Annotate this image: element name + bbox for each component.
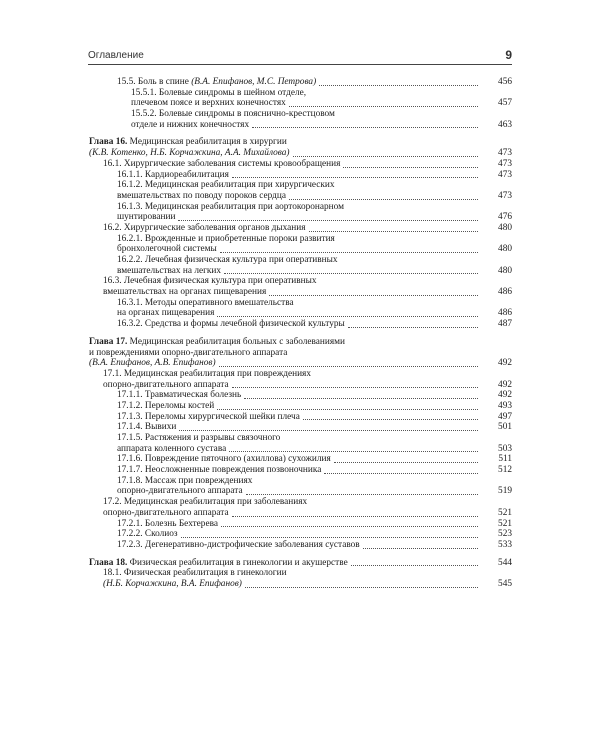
toc-entry	[88, 276, 512, 287]
toc-entry-text	[117, 476, 252, 486]
toc-entry	[88, 486, 512, 497]
entry-title: 16.1. Хирургические заболевания системы кровообращения	[103, 158, 341, 169]
toc-entry	[88, 308, 512, 319]
entry-title: аппарата коленного сустава	[117, 443, 227, 454]
dot-leader	[252, 127, 478, 128]
toc-page-number: 486	[498, 308, 512, 319]
toc-entry-text	[131, 98, 286, 108]
toc-page-number: 497	[498, 411, 512, 422]
dot-leader	[303, 419, 478, 420]
entry-title: 17.1.7. Неосложненные повреждения позвоночника	[117, 465, 322, 476]
toc-entry	[88, 444, 512, 455]
toc-entry-text	[117, 390, 241, 400]
toc-entry-text	[89, 348, 287, 358]
entry-title: Медицинская реабилитация больных с заболеваниями	[127, 336, 345, 347]
dot-leader	[309, 231, 478, 232]
dot-leader	[232, 516, 478, 517]
toc-entry-text	[117, 298, 294, 308]
entry-title: вмешательствах на легких	[117, 265, 222, 276]
toc-page-number: 473	[498, 158, 512, 169]
entry-title: 16.1.1. Кардиореабилитация	[117, 169, 229, 180]
toc-entry	[88, 191, 512, 202]
entry-title: 16.3.2. Средства и формы лечебной физической культуры	[117, 319, 345, 330]
toc-page-number: 501	[498, 422, 512, 433]
dot-leader	[217, 409, 478, 410]
toc-page-number: 457	[498, 98, 512, 109]
toc-page-number: 533	[498, 539, 512, 550]
dot-leader	[224, 273, 478, 274]
entry-title: 17.1.4. Вывихи	[117, 422, 177, 433]
entry-authors: (В.А. Епифанов, М.С. Петрова)	[191, 77, 317, 87]
entry-title: 17.1.1. Травматическая болезнь	[117, 390, 242, 401]
toc-entry-text	[117, 255, 338, 265]
toc-entry	[88, 255, 512, 266]
entry-title: 16.2. Хирургические заболевания органов дыхания	[103, 222, 306, 233]
toc-entry	[88, 476, 512, 487]
toc-page-number: 512	[498, 465, 512, 476]
toc-entry-text	[117, 308, 214, 318]
entry-title: опорно-двигательного аппарата	[103, 379, 229, 390]
toc-entry	[88, 98, 512, 109]
dot-leader	[245, 587, 478, 588]
entry-title: 17.2.1. Болезнь Бехтерева	[117, 518, 218, 529]
toc-entry-text	[103, 508, 229, 518]
toc-entry	[88, 390, 512, 401]
entry-title: 17.1.6. Повреждение пяточного (ахиллова) сухожилия	[117, 454, 331, 465]
toc-entry	[88, 358, 512, 369]
entry-title: бронхолегочной системы	[117, 244, 217, 255]
entry-title: 18.1. Физическая реабилитация в гинекологии	[103, 568, 287, 579]
toc-entry	[88, 298, 512, 309]
toc-page-number: 473	[498, 148, 512, 159]
toc-entry	[88, 212, 512, 223]
toc-chapter-heading	[88, 337, 512, 348]
toc-entry-text	[117, 202, 344, 212]
dot-leader	[289, 199, 478, 200]
entry-title: 17.1.5. Растяжения и разрывы связочного	[117, 433, 281, 443]
dot-leader	[217, 316, 478, 317]
toc-entry	[88, 369, 512, 380]
dot-leader	[246, 494, 478, 495]
toc-page-number: 493	[498, 400, 512, 411]
toc-entry	[88, 109, 512, 120]
entry-title: 17.1.3. Переломы хирургической шейки плеча	[117, 411, 300, 422]
toc-entry-text	[117, 244, 217, 254]
header-page-number: 9	[505, 48, 512, 62]
section-gap	[88, 330, 512, 337]
entry-title: Физическая реабилитация в гинекологии и акушерстве	[127, 557, 348, 568]
entry-title: 17.2.2. Сколиоз	[117, 529, 178, 540]
dot-leader	[244, 398, 478, 399]
toc-page-number: 463	[498, 119, 512, 130]
toc-entry	[88, 148, 512, 159]
toc-page-number: 523	[498, 529, 512, 540]
toc-page-number: 492	[498, 379, 512, 390]
toc-entry-text	[117, 540, 360, 550]
toc-page-number: 456	[498, 77, 512, 87]
entry-title: 15.5.1. Болевые синдромы в шейном отделе,	[131, 87, 307, 98]
dot-leader	[179, 430, 478, 431]
toc-entry	[88, 412, 512, 423]
dot-leader	[324, 473, 478, 474]
toc-entry	[88, 120, 512, 131]
toc-entry-text	[103, 497, 307, 507]
toc-entry	[88, 401, 512, 412]
toc-page-number: 480	[498, 265, 512, 276]
toc-entry	[88, 380, 512, 391]
toc-entry	[88, 568, 512, 579]
toc-entry	[88, 422, 512, 433]
toc-entry-text	[103, 159, 340, 169]
toc-entry-text	[103, 287, 266, 297]
entry-title: 17.1. Медицинская реабилитация при повреждениях	[103, 368, 311, 379]
toc-entry-text	[131, 120, 249, 130]
entry-title: 15.5. Боль в спине	[117, 77, 192, 87]
header-title: Оглавление	[88, 50, 144, 61]
toc-entry-text	[117, 234, 335, 244]
toc-page-number: 492	[498, 390, 512, 401]
toc-entry-text	[117, 212, 175, 222]
entry-title: 17.1.2. Переломы костей	[117, 400, 215, 411]
toc-page-number: 473	[498, 169, 512, 180]
entry-authors: (В.А. Епифанов, А.В. Епифанов)	[89, 358, 216, 369]
toc-entry	[88, 497, 512, 508]
dot-leader	[289, 106, 478, 107]
toc-entry-text	[117, 519, 218, 529]
toc-entry	[88, 433, 512, 444]
toc-page-number: 480	[498, 222, 512, 233]
dot-leader	[181, 537, 478, 538]
toc-entry	[88, 465, 512, 476]
entry-title: 16.1.2. Медицинская реабилитация при хирургических	[117, 180, 335, 191]
entry-title: 16.3.1. Методы оперативного вмешательства	[117, 297, 294, 308]
toc-entry	[88, 529, 512, 540]
toc-page-number: 473	[498, 190, 512, 201]
toc-entry	[88, 77, 512, 88]
entry-title: на органах пищеварения	[117, 308, 215, 319]
toc-entry	[88, 170, 512, 181]
toc-entry	[88, 266, 512, 277]
toc-entry-text	[117, 465, 321, 475]
toc-page-number: 476	[498, 212, 512, 223]
toc-entry-text	[117, 319, 345, 329]
toc-entry	[88, 348, 512, 359]
entry-title: Медицинская реабилитация в хирургии	[127, 137, 287, 148]
dot-leader	[232, 387, 478, 388]
toc-entry-text	[117, 433, 280, 443]
dot-leader	[348, 327, 478, 328]
toc-page-number: 519	[498, 486, 512, 497]
chapter-label: Глава 17.	[89, 336, 128, 347]
entry-title: шунтировании	[117, 212, 176, 223]
dot-leader	[343, 167, 478, 168]
entry-title: отделе и нижних конечностях	[131, 119, 250, 130]
toc-entry-text	[117, 180, 335, 190]
toc-entry	[88, 234, 512, 245]
entry-title: опорно-двигательного аппарата	[117, 486, 243, 497]
toc-entry-text	[117, 422, 176, 432]
toc-entry	[88, 88, 512, 99]
toc-entry-text	[103, 223, 306, 233]
toc-chapter-heading	[88, 558, 512, 569]
dot-leader	[363, 548, 478, 549]
dot-leader	[220, 252, 478, 253]
chapter-label: Глава 18.	[89, 557, 128, 568]
toc-entry-text	[117, 454, 331, 464]
dot-leader	[319, 85, 478, 86]
dot-leader	[269, 295, 478, 296]
entry-title: 16.2.2. Лечебная физическая культура при оперативных	[117, 255, 338, 265]
entry-title: опорно-двигательного аппарата	[103, 507, 229, 518]
toc-entry	[88, 508, 512, 519]
dot-leader	[178, 220, 478, 221]
toc-entry-text	[117, 191, 286, 201]
table-of-contents	[88, 77, 512, 590]
toc-entry-text	[117, 266, 221, 276]
dot-leader	[221, 526, 478, 527]
toc-entry-text	[117, 170, 229, 180]
dot-leader	[351, 565, 478, 566]
entry-title: 15.5.2. Болевые синдромы в пояснично-крестцовом	[131, 109, 335, 120]
toc-page-number: 492	[498, 358, 512, 369]
entry-authors: (Н.Б. Корчажкина, В.А. Епифанов)	[103, 578, 242, 589]
toc-entry	[88, 202, 512, 213]
toc-entry-text	[89, 558, 348, 568]
section-gap	[88, 551, 512, 558]
toc-entry	[88, 319, 512, 330]
toc-entry-text	[117, 77, 316, 87]
dot-leader	[293, 156, 478, 157]
chapter-label: Глава 16.	[89, 137, 128, 148]
toc-page-number: 487	[498, 319, 512, 330]
toc-page-number: 521	[498, 518, 512, 529]
dot-leader	[232, 177, 478, 178]
entry-title: 16.3. Лечебная физическая культура при оперативных	[103, 276, 317, 287]
toc-entry-text	[117, 529, 178, 539]
dot-leader	[334, 462, 478, 463]
entry-title: 17.1.8. Массаж при повреждениях	[117, 475, 253, 486]
toc-entry-text	[103, 579, 242, 589]
dot-leader	[229, 451, 478, 452]
toc-entry	[88, 454, 512, 465]
toc-page-number: 545	[498, 578, 512, 589]
toc-entry-text	[103, 369, 311, 379]
toc-entry	[88, 540, 512, 551]
toc-entry	[88, 519, 512, 530]
toc-page-number: 480	[498, 244, 512, 255]
running-header	[88, 50, 512, 65]
toc-entry-text	[103, 380, 229, 390]
toc-page-number: 486	[498, 287, 512, 298]
toc-entry-text	[89, 137, 287, 147]
entry-title: плечевом поясе и верхних конечностях	[131, 98, 286, 109]
toc-entry	[88, 287, 512, 298]
entry-title: вмешательствах на органах пищеварения	[103, 287, 267, 298]
toc-entry	[88, 244, 512, 255]
toc-chapter-heading	[88, 137, 512, 148]
toc-entry-text	[117, 444, 226, 454]
toc-entry-text	[117, 412, 300, 422]
entry-title: 16.2.1. Врожденные и приобретенные пороки развития	[117, 233, 335, 244]
toc-entry	[88, 159, 512, 170]
toc-entry-text	[117, 486, 243, 496]
toc-entry-text	[89, 358, 216, 368]
toc-page-number: 503	[498, 443, 512, 454]
toc-entry	[88, 180, 512, 191]
toc-page-number: 511	[498, 454, 512, 465]
entry-title: и повреждениями опорно-двигательного аппарата	[89, 347, 288, 358]
dot-leader	[219, 366, 478, 367]
toc-entry	[88, 579, 512, 590]
toc-entry-text	[131, 88, 306, 98]
toc-entry-text	[117, 401, 214, 411]
toc-page-number: 544	[498, 557, 512, 568]
toc-entry-text	[89, 148, 290, 158]
entry-title: 16.1.3. Медицинская реабилитация при аортокоронарном	[117, 201, 344, 212]
entry-title: вмешательствах по поводу пороков сердца	[117, 190, 286, 201]
toc-entry	[88, 223, 512, 234]
entry-title: 17.2. Медицинская реабилитация при заболеваниях	[103, 497, 308, 508]
toc-entry-text	[89, 337, 345, 347]
toc-entry-text	[103, 276, 317, 286]
toc-entry-text	[103, 568, 287, 578]
toc-entry-text	[131, 109, 335, 119]
toc-page-number: 521	[498, 507, 512, 518]
entry-title: 17.2.3. Дегенеративно-дистрофические заболевания суставов	[117, 539, 360, 550]
entry-authors: (К.В. Котенко, Н.Б. Корчажкина, А.А. Михайлова)	[89, 148, 290, 159]
